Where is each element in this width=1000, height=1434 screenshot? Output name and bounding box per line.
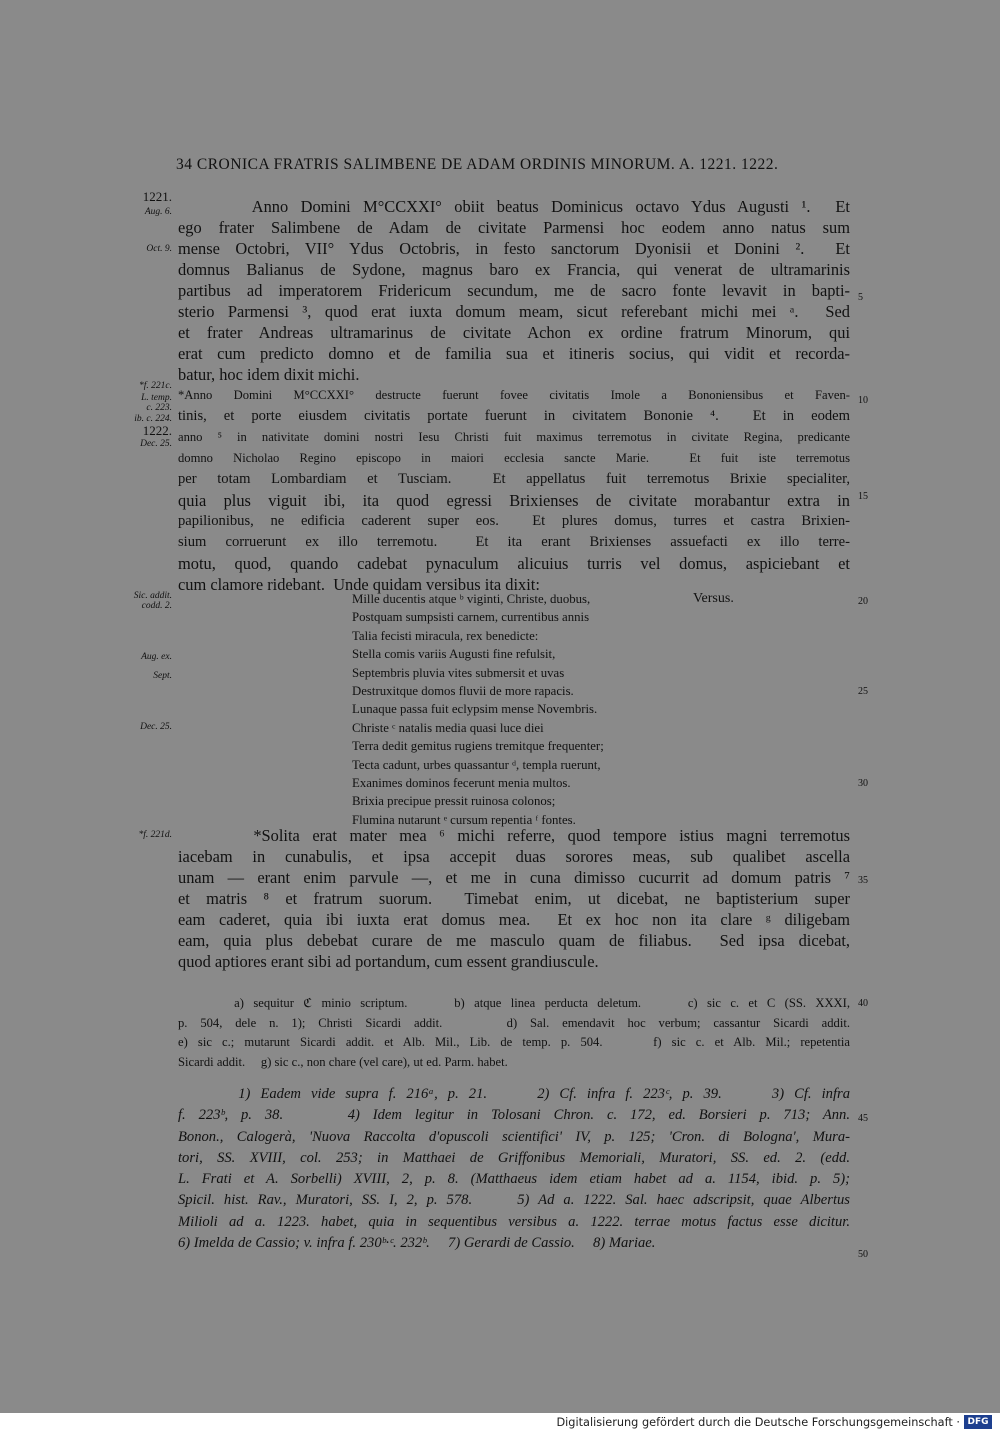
margin-note: L. temp.: [141, 393, 172, 403]
text-line: e) sic c.; mutarunt Sicardi addit. et Alb. Mil., Lib. de temp. p. 504. f) sic c. et Alb. Mil.; repetentia: [178, 1035, 850, 1049]
text-line: tori, SS. XVIII, col. 253; in Matthaei de Griffonibus Memoriali, Muratori, SS. ed. 2. (edd.: [178, 1149, 850, 1166]
margin-note: Sic. addit.: [133, 591, 172, 601]
margin-note: 1222.: [142, 423, 172, 438]
text-line: Exanimes dominos fecerunt menia multos.: [352, 775, 571, 790]
paragraph-second: [178, 825, 850, 972]
line-number: 10: [858, 395, 868, 406]
text-line: quia plus viguit ibi, ita quod egressi Brixienses de civitate morabantur extra in: [178, 491, 850, 510]
text-line: *Solita erat mater mea ⁶ michi referre, quod tempore istius magni terremotus: [178, 826, 850, 845]
text-line: cum clamore ridebant. Unde quidam versibus ita dixit:: [178, 575, 540, 594]
text-line: Stella comis variis Augusti fine refulsit,: [352, 647, 556, 662]
text-line: domno Nicholao Regino episcopo in maiori ecclesia sancte Marie. Et fuit iste terremotus: [178, 451, 850, 465]
text-line: anno ⁵ in nativitate domini nostri Iesu Christi fuit maximus terremotus in civitate Regina, predicante: [178, 430, 850, 444]
text-line: f. 223ᵇ, p. 38. 4) Idem legitur in Tolosani Chron. c. 172, ed. Borsieri p. 713; Ann.: [178, 1107, 850, 1124]
margin-note: 1221.: [142, 189, 172, 204]
margin-note: Aug. ex.: [141, 652, 172, 662]
margin-note: Dec. 25.: [140, 722, 172, 732]
footer-credit: Digitalisierung gefördert durch die Deutsche Forschungsgemeinschaft ·: [556, 1416, 960, 1429]
margin-note: Dec. 25.: [140, 439, 172, 449]
text-line: unam — erant enim parvule —, et me in cuna dimisso cucurrit ad domum patris ⁷: [178, 868, 850, 887]
line-number: 5: [858, 292, 863, 303]
line-number: 15: [858, 491, 868, 502]
text-line: ego frater Salimbene de Adam de civitate Parmensi hoc eodem anno natus sum: [178, 218, 850, 237]
text-line: Tecta cadunt, urbes quassantur ᵈ, templa ruerunt,: [352, 757, 601, 772]
margin-note: Aug. 6.: [144, 207, 172, 217]
text-line: eam caderet, quia ibi iuxta erat domus mea. Et ex hoc non ita clare ᵍ diligebam: [178, 910, 850, 929]
line-number: 40: [858, 998, 868, 1009]
critical-apparatus: [178, 994, 850, 1072]
text-line: Spicil. hist. Rav., Muratori, SS. I, 2, p. 578. 5) Ad a. 1222. Sal. haec adscripsit, quae Albertus: [178, 1192, 850, 1209]
text-line: papilionibus, ne edificia caderent super eos. Et plures domus, turres et castra Brixien-: [178, 513, 850, 529]
text-line: et matris ⁸ et fratrum suorum. Timebat enim, ut dicebat, ne baptisterium super: [178, 889, 850, 908]
text-line: Destruxitque domos fluvii de more rapacis.: [352, 683, 574, 698]
text-line: p. 504, dele n. 1); Christi Sicardi addit. d) Sal. emendavit hoc verbum; cassantur Sicardi addit.: [178, 1015, 850, 1030]
text-line: Septembris pluvia vites submersit et uvas: [352, 665, 565, 680]
text-line: domnus Balianus de Sydone, magnus baro ex Francia, qui venerat de ultramarinis: [178, 260, 850, 279]
footnotes: [178, 1084, 850, 1254]
line-number: 30: [858, 778, 868, 789]
dfg-logo: DFG: [964, 1415, 992, 1429]
text-line: per totam Lombardiam et Tusciam. Et appellatus fuit terremotus Brixie specialiter,: [178, 471, 850, 487]
text-line: *Anno Domini M°CCXXI° destructe fuerunt fovee civitatis Imole a Bononiensibus et Faven-: [178, 388, 850, 402]
text-line: Brixia precipue pressit ruinosa colonos;: [352, 794, 556, 809]
text-line: Postquam sumpsisti carnem, currentibus annis: [352, 610, 590, 625]
text-line: quod aptiores erant sibi ad portandum, cum essent grandiuscule.: [178, 952, 599, 971]
text-line: L. Frati et A. Sorbelli) XVIII, 2, p. 8. (Matthaeus idem etiam habet ad a. 1154, ibid. p. 5);: [178, 1171, 850, 1188]
text-line: Talia fecisti miracula, rex benedicte:: [352, 628, 539, 643]
text-line: motu, quod, quando cadebat pynaculum alicuius turris vel domus, aspiciebant et: [178, 554, 850, 573]
verse-block: [352, 590, 772, 829]
text-line: Bonon., Calogerà, 'Nuova Raccolta d'opuscoli scientifici' IV, p. 125; 'Cron. di Bologna', Mura-: [178, 1128, 850, 1145]
text-line: partibus ad imperatorem Fridericum secundum, me de sacro fonte levavit in bapti-: [178, 281, 850, 300]
line-number: 50: [858, 1249, 868, 1260]
text-line: Terra dedit gemitus rugiens tremitque frequenter;: [352, 739, 604, 754]
text-line: sterio Parmensi ³, quod erat iuxta domum meam, sicut referebant michi mei ᵃ. Sed: [178, 302, 850, 321]
margin-note: *f. 221c.: [139, 381, 172, 391]
text-line: Mille ducentis atque ᵇ viginti, Christe, duobus,: [352, 592, 591, 606]
text-line: Milioli ad a. 1223. habet, quia in sequentibus versibus a. 1222. terrae motus factus esse dicitur.: [178, 1213, 850, 1230]
text-line: eam, quia plus debebat curare de me masculo quam de filiabus. Sed ipsa dicebat,: [178, 931, 850, 950]
text-line: erat cum predicto domno et de familia sua et itineris socius, qui vidit et recorda-: [178, 344, 850, 363]
text-line: a) sequitur ℭ minio scriptum. b) atque linea perducta deletum. c) sic c. et C (SS. XXXI,: [178, 996, 850, 1010]
text-line: Anno Domini M°CCXXI° obiit beatus Dominicus octavo Ydus Augusti ¹. Et: [178, 197, 850, 216]
line-number: 25: [858, 686, 868, 697]
margin-note: ib. c. 224.: [134, 414, 172, 424]
margin-note: c. 223.: [146, 403, 172, 413]
line-number: 35: [858, 875, 868, 886]
text-line: et frater Andreas ultramarinus de civitate Achon ex ordine fratrum Minorum, qui: [178, 323, 850, 342]
page-header: 34 CRONICA FRATRIS SALIMBENE DE ADAM ORDINIS MINORUM. A. 1221. 1222.: [176, 156, 779, 173]
margin-note: *f. 221d.: [138, 830, 172, 840]
text-line: Flumina nutarunt ᵉ cursum repentia ᶠ fontes.: [352, 812, 576, 827]
text-line: batur, hoc idem dixit michi.: [178, 365, 360, 384]
text-line: Christe ᶜ natalis media quasi luce diei: [352, 720, 544, 735]
paragraph-main: [178, 196, 850, 595]
text-line: 6) Imelda de Cassio; v. infra f. 230ᵇ·ᶜ. 232ᵇ. 7) Gerardi de Cassio. 8) Mariae.: [178, 1235, 656, 1252]
line-number: 45: [858, 1113, 868, 1124]
text-line: tinis, et porte eiusdem civitatis portate fuerunt in civitatem Bononie ⁴. Et in eodem: [178, 408, 850, 424]
text-line: iacebam in cunabulis, et ipsa accepit duas sorores meas, sub qualibet ascella: [178, 847, 850, 866]
margin-note: Sept.: [153, 671, 172, 681]
margin-note: Oct. 9.: [146, 244, 172, 254]
line-number: 20: [858, 596, 868, 607]
text-line: Sicardi addit. g) sic c., non chare (vel care), ut ed. Parm. habet.: [178, 1054, 508, 1069]
versus-label: Versus.: [693, 591, 734, 606]
margin-note: codd. 2.: [141, 601, 172, 611]
text-line: 1) Eadem vide supra f. 216ᵃ, p. 21. 2) Cf. infra f. 223ᶜ, p. 39. 3) Cf. infra: [178, 1086, 850, 1102]
text-line: Lunaque passa fuit eclypsim mense Novembris.: [352, 702, 598, 717]
text-line: sium corruerunt ex illo terremotu. Et ita erant Brixienses assuefacti ex illo terre-: [178, 534, 850, 550]
text-line: mense Octobri, VII° Ydus Octobris, in festo sanctorum Dyonisii et Donini ². Et: [178, 239, 850, 258]
